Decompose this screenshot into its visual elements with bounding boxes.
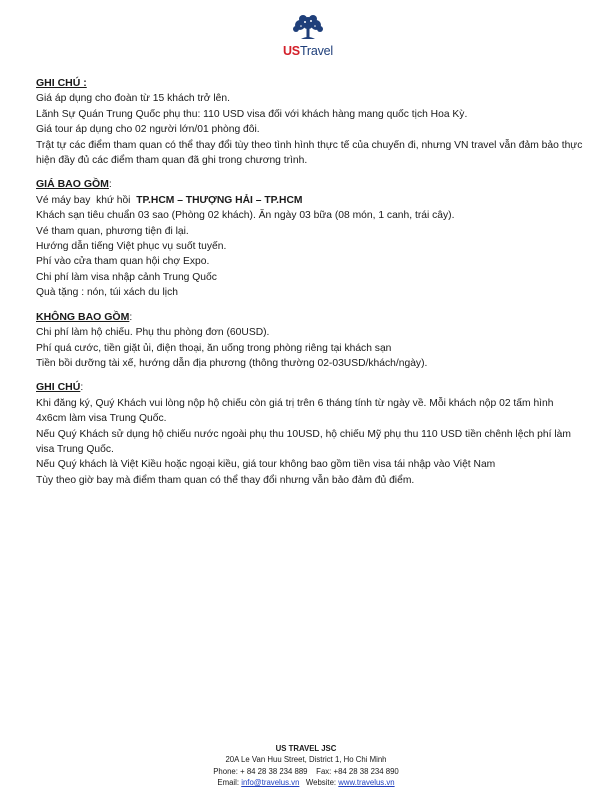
- section-heading: GHI CHÚ: [36, 381, 81, 394]
- footer-company: US TRAVEL JSC: [275, 744, 337, 753]
- document-body: [36, 76, 584, 497]
- footer-contact: [0, 777, 612, 788]
- footer-address: 20A Le Van Huu Street, District 1, Ho Chi Minh: [225, 755, 387, 765]
- footer-email-link[interactable]: info@travelus.vn: [241, 778, 300, 788]
- note-line: Nếu Quý khách là Việt Kiều hoặc ngoại kiều, giá tour không bao gồm tiền visa tái nhập vào Việt Nam: [36, 459, 496, 471]
- exclude-line: Chi phí làm hộ chiếu. Phụ thu phòng đơn (60USD).: [36, 327, 270, 339]
- section-heading-row: [36, 177, 584, 192]
- logo-travel: Travel: [299, 44, 334, 58]
- heading-colon: :: [80, 382, 84, 394]
- section-heading-row: [36, 380, 584, 395]
- section-heading: KHÔNG BAO GỒM: [36, 310, 130, 323]
- note-line: Khi đăng ký, Quý Khách vui lòng nộp hộ chiếu còn giá trị trên 6 tháng tính từ ngày về. Mỗi khách nộp 02 tấm hình 4x6cm làm visa Trung Quốc.: [36, 397, 554, 425]
- flight-prefix: Vé máy bay khứ hồi: [36, 194, 137, 206]
- include-line: Vé tham quan, phương tiện đi lại.: [36, 225, 189, 237]
- note-line: Trật tự các điểm tham quan có thể thay đổi tùy theo tình hình thực tế của chuyến đi, nhưng VN travel vẫn đảm bảo thực hiện đầy đủ các điểm tham quan đã ghi trong chương trình.: [36, 139, 583, 167]
- section-gia-bao-gom: [36, 177, 584, 300]
- section-ghi-chu-2: [36, 380, 584, 488]
- note-line: Lãnh Sự Quán Trung Quốc phụ thu: 110 USD visa đối với khách hàng mang quốc tịch Hoa Kỳ.: [36, 108, 468, 120]
- footer-website-link[interactable]: www.travelus.vn: [338, 778, 395, 788]
- include-line: Chi phí làm visa nhập cảnh Trung Quốc: [36, 271, 217, 283]
- section-heading-row: [36, 310, 584, 325]
- include-line: Quà tặng : nón, túi xách du lịch: [36, 287, 178, 299]
- tree-icon: [288, 14, 328, 44]
- logo-wordmark: [278, 44, 338, 58]
- include-line: Hướng dẫn tiếng Việt phục vụ suốt tuyến.: [36, 241, 227, 253]
- section-heading: GIÁ BAO GỒM: [36, 178, 109, 191]
- logo-us: US: [282, 44, 300, 58]
- footer-email-label: Email:: [217, 778, 242, 788]
- include-line: Khách sạn tiêu chuẩn 03 sao (Phòng 02 khách). Ăn ngày 03 bữa (08 món, 1 canh, trái cây).: [36, 210, 455, 222]
- note-line: Giá tour áp dụng cho 02 người lớn/01 phòng đôi.: [36, 124, 260, 136]
- section-ghi-chu-1: [36, 76, 584, 168]
- note-line: Tùy theo giờ bay mà điểm tham quan có thể thay đổi nhưng vẫn bảo đảm đủ điểm.: [36, 474, 415, 486]
- include-line: Phí vào cửa tham quan hội chợ Expo.: [36, 256, 210, 268]
- us-travel-logo: [278, 14, 338, 66]
- footer-website-label: Website:: [299, 778, 339, 788]
- section-heading: GHI CHÚ :: [36, 77, 87, 89]
- note-line: Nếu Quý Khách sử dụng hộ chiếu nước ngoài phụ thu 10USD, hộ chiếu Mỹ phụ thu 110 USD tiền chênh lệch phí làm visa Trung Quốc.: [36, 428, 571, 455]
- exclude-line: Tiền bồi dưỡng tài xế, hướng dẫn địa phương (thông thường 02-03USD/khách/ngày).: [36, 357, 428, 369]
- note-line: Giá áp dụng cho đoàn từ 15 khách trở lên.: [36, 93, 230, 105]
- exclude-line: Phí quá cước, tiền giặt ủi, điện thoại, ăn uống trong phòng riêng tại khách sạn: [36, 342, 392, 354]
- footer-phone: Phone: + 84 28 38 234 889 Fax: +84 28 38 234 890: [213, 766, 399, 776]
- heading-colon: :: [108, 179, 112, 191]
- flight-line: [36, 193, 584, 208]
- heading-colon: :: [129, 311, 133, 323]
- flight-route: TP.HCM – THƯỢNG HẢI – TP.HCM: [136, 194, 303, 206]
- section-khong-bao-gom: [36, 310, 584, 372]
- page-footer: [0, 743, 612, 789]
